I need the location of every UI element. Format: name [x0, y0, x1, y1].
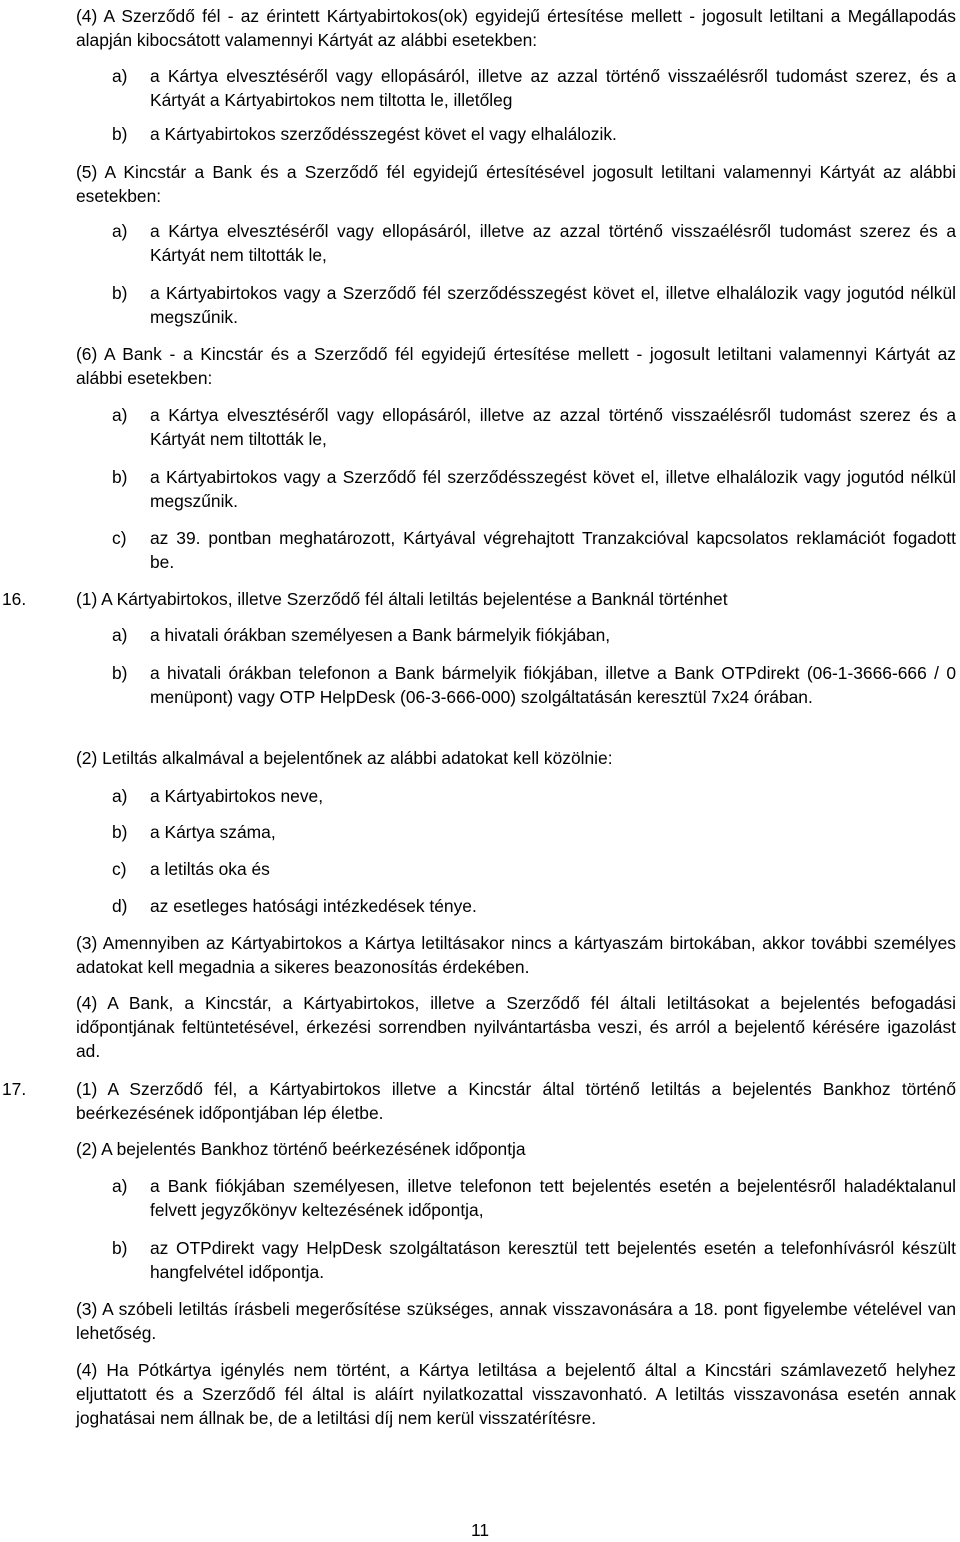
item-text: az esetleges hatósági intézkedések ténye.: [150, 896, 477, 916]
list-item-16-2-d: [112, 894, 956, 918]
item-label: a): [112, 66, 128, 86]
item-label: b): [112, 1238, 128, 1258]
item-label: b): [112, 822, 128, 842]
item-text: az OTPdirekt vagy HelpDesk szolgáltatáson keresztül tett bejelentés esetén a telefonhívásról készült hangfelvétel időpontja.: [150, 1238, 956, 1282]
paragraph-15-5: (5) A Kincstár a Bank és a Szerződő fél egyidejű értesítésével jogosult letiltani valamennyi Kártyát az alábbi esetekben:: [76, 162, 956, 206]
item-text: a hivatali órákban telefonon a Bank bármelyik fiókjában, illetve a Bank OTPdirekt (06-1-3666-666 / 0 menüpont) vagy OTP HelpDesk (06-3-666-000) szolgáltatásán keresztül 7x24 órában.: [150, 663, 956, 707]
item-text: az 39. pontban meghatározott, Kártyával végrehajtott Tranzakcióval kapcsolatos reklamációt fogadott be.: [150, 528, 956, 572]
item-text: a Kártya száma,: [150, 822, 276, 842]
list-item-16-1-a: [112, 623, 956, 647]
item-label: a): [112, 405, 128, 425]
list-item-16-2-b: [112, 820, 956, 844]
item-label: a): [112, 786, 128, 806]
list-item-16-2-a: [112, 784, 956, 808]
item-text: a Bank fiókjában személyesen, illetve telefonon tett bejelentés esetén a bejelentésről haladéktalanul felvett jegyzőkönyv keltezésének időpontja,: [150, 1176, 956, 1220]
list-item-15-5-b: [112, 281, 956, 329]
page-number: 11: [470, 1520, 490, 1540]
item-label: b): [112, 663, 128, 683]
paragraph-16-1: (1) A Kártyabirtokos, illetve Szerződő fél általi letiltás bejelentése a Banknál történhet: [76, 589, 728, 609]
item-text: a Kártyabirtokos vagy a Szerződő fél szerződésszegést követ el, illetve elhalálozik vagy jogutód nélkül megszűnik.: [150, 467, 956, 511]
paragraph-16-4: (4) A Bank, a Kincstár, a Kártyabirtokos, illetve a Szerződő fél általi letiltásokat a bejelentés befogadási időpontjának feltüntetésével, érkezési sorrendben nyilvántartásba veszi, és arról a bejelentő kérésére igazolást ad.: [76, 993, 956, 1061]
list-item-17-2-b: [112, 1236, 956, 1284]
list-item-15-6-c: [112, 526, 956, 574]
paragraph-15-6: (6) A Bank - a Kincstár és a Szerződő fél egyidejű értesítése mellett - jogosult letiltani valamennyi Kártyát az alábbi esetekben:: [76, 344, 956, 388]
item-label: a): [112, 1176, 128, 1196]
list-item-15-6-b: [112, 465, 956, 513]
section-number-17: 17.: [2, 1079, 27, 1099]
item-text: a Kártya elvesztéséről vagy ellopásáról, illetve az azzal történő visszaélésről tudomást szerez, és a Kártyát a Kártyabirtokos nem tiltotta le, illetőleg: [150, 66, 956, 110]
item-label: b): [112, 467, 128, 487]
paragraph-17-2: (2) A bejelentés Bankhoz történő beérkezésének időpontja: [76, 1139, 526, 1159]
paragraph-15-4: (4) A Szerződő fél - az érintett Kártyabirtokos(ok) egyidejű értesítése mellett - jogosult letiltani a Megállapodás alapján kibocsátott valamennyi Kártyát az alábbi esetekben:: [76, 6, 956, 50]
list-item-17-2-a: [112, 1174, 956, 1222]
item-text: a letiltás oka és: [150, 859, 270, 879]
item-label: a): [112, 625, 128, 645]
paragraph-17-4: (4) Ha Pótkártya igénylés nem történt, a Kártya letiltása a bejelentő által a Kincstári számlavezető helyhez eljuttatott és a Szerződő fél által is aláírt nyilatkozattal visszavonható. A letiltás visszavonása esetén annak joghatásai nem állnak be, de a letiltási díj nem kerül visszatérítésre.: [76, 1360, 956, 1428]
item-label: a): [112, 221, 128, 241]
list-item-16-2-c: [112, 857, 956, 881]
list-item-16-1-b: [112, 661, 956, 709]
item-label: b): [112, 283, 128, 303]
paragraph-17-1: (1) A Szerződő fél, a Kártyabirtokos illetve a Kincstár által történő letiltás a bejelentés Bankhoz történő beérkezésének időpontjában lép életbe.: [76, 1079, 956, 1123]
item-text: a hivatali órákban személyesen a Bank bármelyik fiókjában,: [150, 625, 611, 645]
item-text: a Kártyabirtokos neve,: [150, 786, 324, 806]
paragraph-16-3: (3) Amennyiben az Kártyabirtokos a Kártya letiltásakor nincs a kártyaszám birtokában, akkor további személyes adatokat kell megadnia a sikeres beazonosítás érdekében.: [76, 933, 956, 977]
section-number-16: 16.: [2, 589, 27, 609]
list-item-15-6-a: [112, 403, 956, 451]
list-item-15-4-a: [112, 64, 956, 112]
item-label: d): [112, 896, 128, 916]
item-text: a Kártyabirtokos szerződésszegést követ el vagy elhalálozik.: [150, 124, 617, 144]
paragraph-17-3: (3) A szóbeli letiltás írásbeli megerősítése szükséges, annak visszavonására a 18. pont figyelembe vételével van lehetőség.: [76, 1299, 956, 1343]
item-label: c): [112, 859, 127, 879]
list-item-15-4-b: [112, 122, 956, 146]
item-label: c): [112, 528, 127, 548]
item-label: b): [112, 124, 128, 144]
item-text: a Kártya elvesztéséről vagy ellopásáról, illetve az azzal történő visszaélésről tudomást szerez és a Kártyát nem tiltották le,: [150, 405, 956, 449]
item-text: a Kártyabirtokos vagy a Szerződő fél szerződésszegést követ el, illetve elhalálozik vagy jogutód nélkül megszűnik.: [150, 283, 956, 327]
paragraph-16-2: (2) Letiltás alkalmával a bejelentőnek az alábbi adatokat kell közölnie:: [76, 748, 613, 768]
list-item-15-5-a: [112, 219, 956, 267]
item-text: a Kártya elvesztéséről vagy ellopásáról, illetve az azzal történő visszaélésről tudomást szerez és a Kártyát nem tiltották le,: [150, 221, 956, 265]
